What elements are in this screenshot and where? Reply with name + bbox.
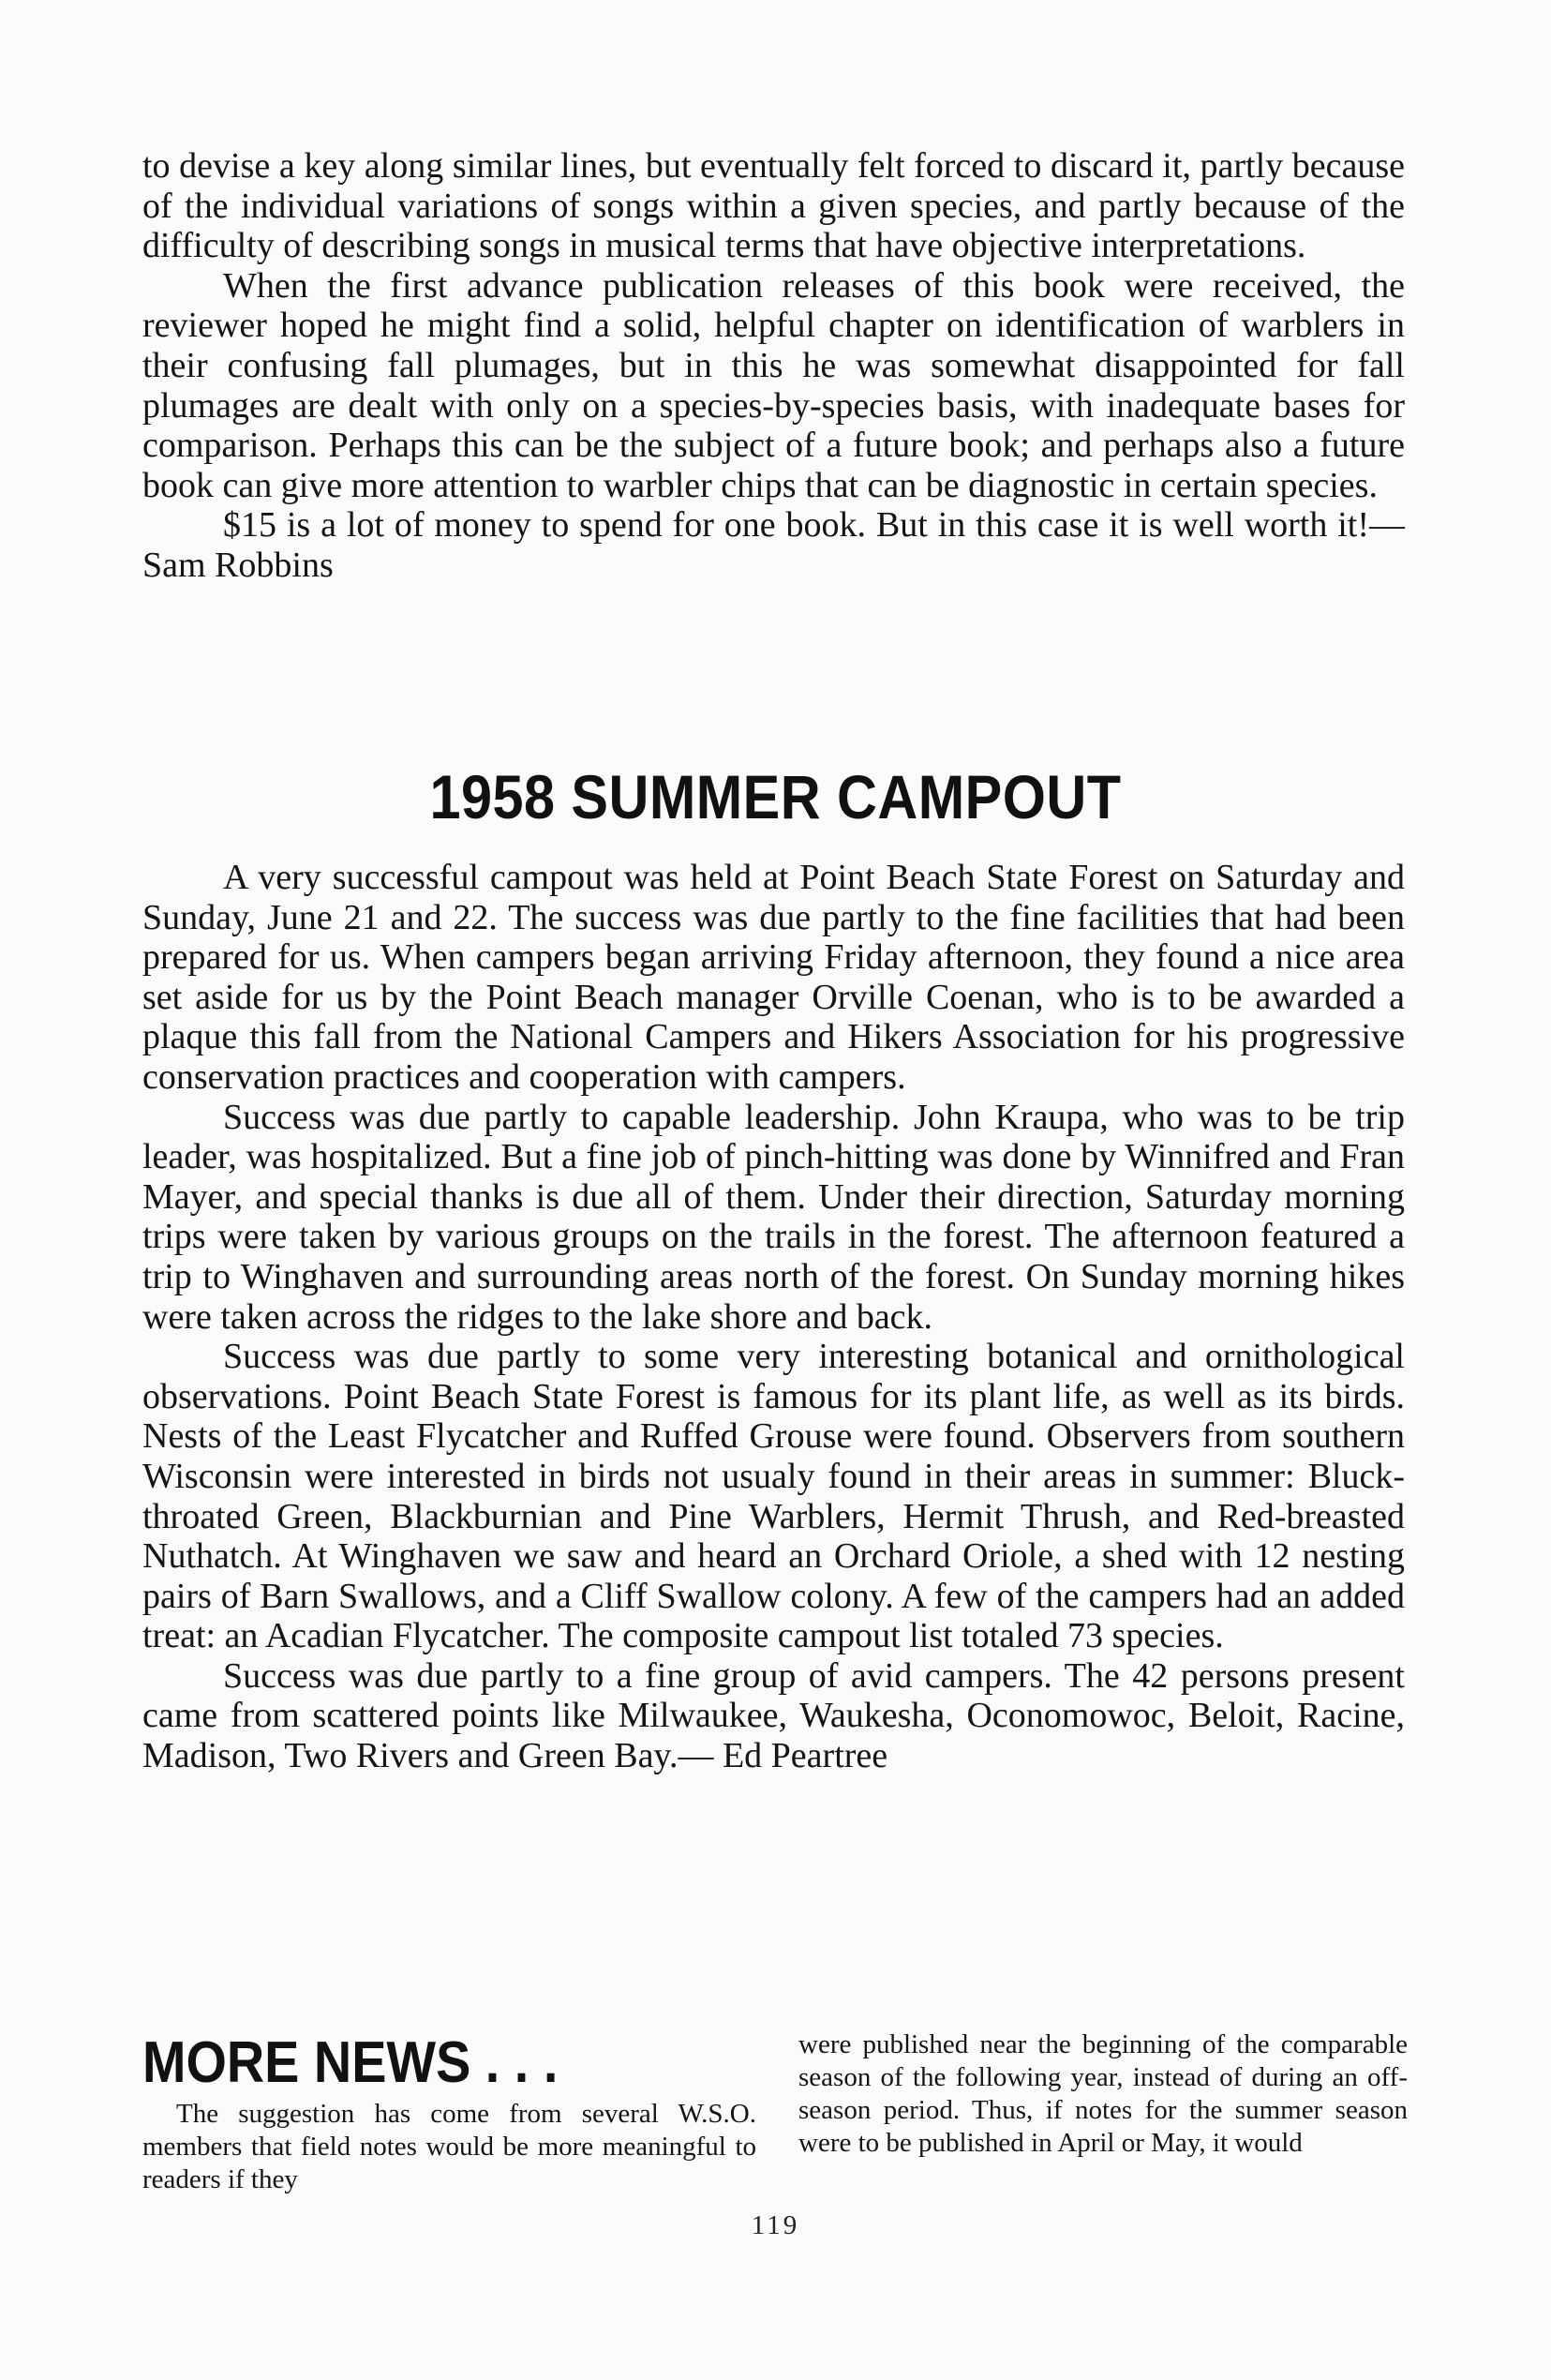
more-news-left-text: The suggestion has come from several W.S.O. members that field notes would be more meaningful to readers if they bbox=[142, 2099, 756, 2194]
book-review-continuation bbox=[142, 146, 1405, 586]
campout-paragraph: Success was due partly to capable leadership. John Kraupa, who was to be trip leader, was hospitalized. But a fine job of pinch-hitting was done by Winnifred and Fran Mayer, and special thanks is due all of them. Under their direction, Saturday morning trips were taken by various groups on the trails in the forest. The afternoon featured a trip to Winghaven and surrounding areas north of the forest. On Sunday morning hikes were taken across the ridges to the lake shore and back. bbox=[142, 1097, 1405, 1337]
campout-paragraph: Success was due partly to some very interesting botanical and ornithological observations. Point Beach State Forest is famous for its plant life, as well as its birds. Nests of the Least Flycatcher and Ruffed Grouse were found. Observers from southern Wisconsin were interested in birds not usualy found in their areas in summer: Bluck-throated Green, Blackburnian and Pine Warblers, Hermit Thrush, and Red-breasted Nuthatch. At Winghaven we saw and heard an Orchard Oriole, a shed with 12 nesting pairs of Barn Swallows, and a Cliff Swallow colony. A few of the campers had an added treat: an Acadian Flycatcher. The composite campout list totaled 73 species. bbox=[142, 1337, 1405, 1656]
campout-heading: 1958 SUMMER CAMPOUT bbox=[429, 762, 1122, 831]
campout-paragraph: Success was due partly to a fine group of avid campers. The 42 persons present came from scattered points like Milwaukee, Waukesha, Oconomowoc, Beloit, Racine, Madison, Two Rivers and Green Bay.— Ed Peartree bbox=[142, 1655, 1405, 1776]
page-number: 119 bbox=[751, 2210, 800, 2240]
more-news-left-column bbox=[142, 2098, 756, 2196]
review-paragraph-signature: $15 is a lot of money to spend for one book. But in this case it is well worth it!—Sam Robbins bbox=[142, 505, 1405, 585]
more-news-heading: MORE NEWS . . . bbox=[142, 2030, 559, 2095]
review-paragraph: to devise a key along similar lines, but eventually felt forced to discard it, partly because of the individual variations of songs within a given species, and partly because of the difficulty of describing songs in musical terms that have objective interpretations. bbox=[142, 146, 1405, 266]
campout-article bbox=[142, 858, 1405, 1776]
more-news-right-text: were published near the beginning of the comparable season of the following year, instead of during an off-season period. Thus, if notes for the summer season were to be published in April or May, it would bbox=[798, 2029, 1408, 2158]
review-paragraph: When the first advance publication releases of this book were received, the reviewer hoped he might find a solid, helpful chapter on identification of warblers in their confusing fall plumages, but in this he was somewhat disappointed for fall plumages are dealt with only on a species-by-species basis, with inadequate bases for comparison. Perhaps this can be the subject of a future book; and perhaps also a future book can give more attention to warbler chips that can be diagnostic in certain species. bbox=[142, 265, 1405, 505]
campout-paragraph: A very successful campout was held at Point Beach State Forest on Saturday and Sunday, June 21 and 22. The success was due partly to the fine facilities that had been prepared for us. When campers began arriving Friday afternoon, they found a nice area set aside for us by the Point Beach manager Orville Coenan, who is to be awarded a plaque this fall from the National Campers and Hikers Association for his progressive conservation practices and cooperation with campers. bbox=[142, 858, 1405, 1097]
more-news-right-column bbox=[798, 2028, 1408, 2160]
